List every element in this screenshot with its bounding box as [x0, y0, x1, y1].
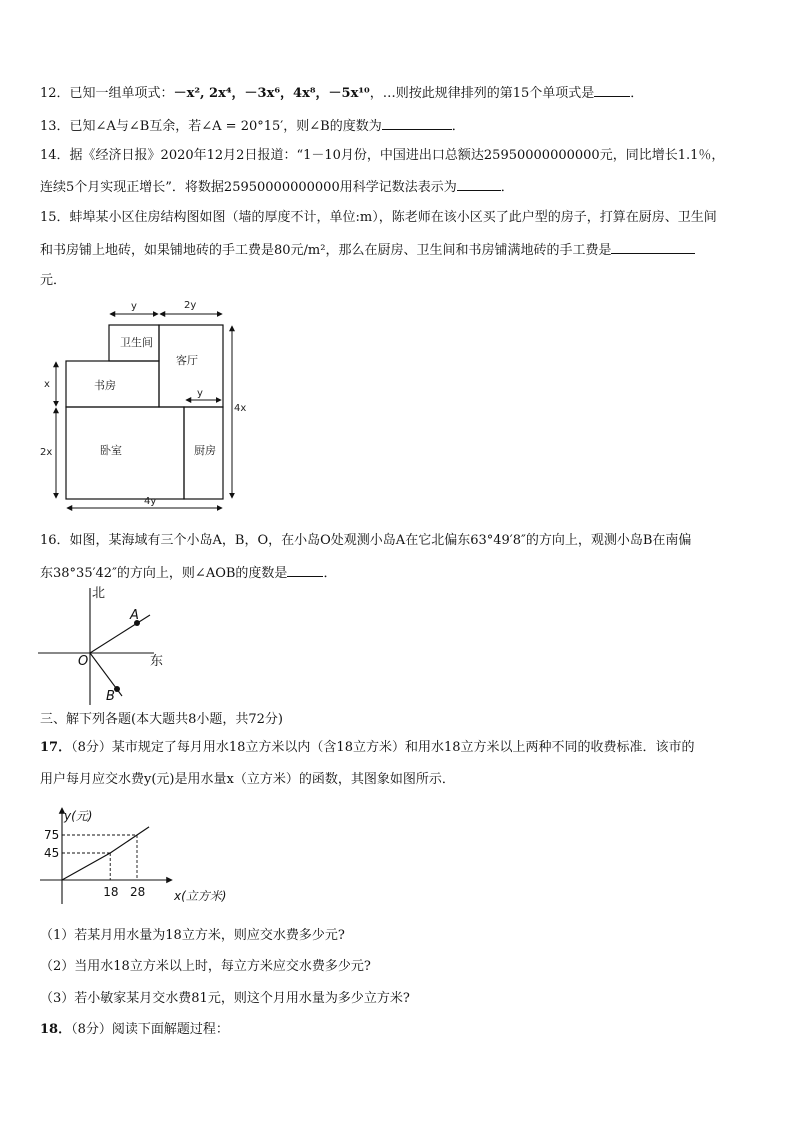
q15-number: 15． [40, 210, 70, 225]
a-label: A [130, 608, 139, 623]
q15-line2: 和书房铺上地砖，如果铺地砖的手工费是80元/m²，那么在厨房、卫生间和书房铺满地砖的手工费是 [40, 243, 612, 258]
y-tick-label-1: 45 [44, 846, 60, 860]
q14-line1: 据《经济日报》2020年12月2日报道：“1－10月份，中国进出口总额达25950000000000元，同比增长1.1％， [69, 148, 725, 163]
q17-sub3-text: （3）若小敏家某月交水费81元，则这个月用水量为多少立方米? [40, 991, 410, 1006]
dim-y-mid-label: y [197, 388, 203, 399]
o-label: O [78, 654, 89, 669]
study-label: 书房 [94, 379, 116, 392]
q12-text-b: ，…则按此规律排列的第15个单项式是 [369, 86, 595, 101]
q17-sub1-text: （1）若某月用水量为18立方米，则应交水费多少元? [40, 928, 345, 943]
q12-terms: －x², 2x⁴，－3x⁶，4x⁸，－5x¹⁰ [173, 86, 370, 101]
dim-4x-label: 4x [234, 403, 247, 414]
q14-end: ． [500, 180, 514, 195]
q17-sub1 [40, 927, 345, 945]
question-17-line2 [40, 771, 455, 789]
section-3-heading [40, 711, 283, 729]
q18-score: （8分） [71, 1022, 112, 1037]
q13-text: 已知∠A与∠B互余，若∠A = 20°15′，则∠B的度数为 [69, 119, 382, 134]
y-tick-label-2: 75 [44, 828, 60, 842]
dim-4y-label: 4y [144, 496, 157, 507]
q16-line2: 东38°35′42″的方向上，则∠AOB的度数是 [40, 566, 288, 581]
question-14-line1 [40, 147, 724, 165]
y-axis-label: y(元) [64, 809, 93, 823]
q18-text: 阅读下面解题过程： [111, 1022, 229, 1037]
q13-end: ． [451, 119, 465, 134]
question-13 [40, 116, 465, 136]
compass-figure [36, 583, 176, 708]
bedroom-label: 卧室 [100, 444, 122, 457]
bedroom-room [66, 407, 184, 499]
q14-number: 14． [40, 148, 70, 163]
q17-number: 17． [40, 740, 72, 755]
q12-answer-blank[interactable] [594, 83, 630, 97]
q17-line1: 某市规定了每月用水18立方米以内（含18立方米）和用水18立方米以上两种不同的收费标准．该市的 [111, 740, 695, 755]
q12-text-a: 已知一组单项式： [69, 86, 174, 101]
x-tick-label-1: 18 [103, 885, 119, 899]
question-15-line1 [40, 209, 717, 227]
dim-y-top-label: y [131, 301, 137, 312]
question-17-line1 [40, 739, 695, 757]
floor-plan-figure [34, 292, 264, 512]
q12-end: ． [630, 86, 644, 101]
chart-tick-labels [44, 828, 145, 899]
q12-number: 12． [40, 86, 70, 101]
question-16-line2 [40, 563, 336, 583]
dim-2y-label: 2y [184, 300, 197, 311]
dim-x-label: x [44, 379, 50, 390]
x-tick-label-2: 28 [130, 885, 146, 899]
q16-end: ． [323, 566, 337, 581]
q18-number: 18． [40, 1022, 72, 1037]
q15-line3: 元． [40, 273, 67, 288]
q17-sub2-text: （2）当用水18立方米以上时，每立方米应交水费多少元? [40, 959, 371, 974]
q13-number: 13． [40, 119, 70, 134]
kitchen-label-1: 厨房 [194, 444, 216, 457]
q17-sub2 [40, 958, 371, 976]
q17-sub3 [40, 990, 410, 1008]
q13-answer-blank[interactable] [382, 116, 452, 130]
q17-line2: 用户每月应交水费y(元)是用水量x（立方米）的函数，其图象如图所示． [40, 772, 455, 787]
question-18 [40, 1021, 229, 1039]
q14-line2: 连续5个月实现正增长”．将数据25950000000000用科学记数法表示为 [40, 180, 457, 195]
question-15-line3 [40, 272, 66, 290]
chart-series-line [62, 827, 149, 880]
section-3-title: 三、解下列各题(本大题共8小题，共72分) [40, 712, 283, 727]
living-label: 客厅 [176, 354, 198, 367]
q14-answer-blank[interactable] [457, 177, 501, 191]
q15-line1: 蚌埠某小区住房结构图如图（墙的厚度不计，单位:m），陈老师在该小区买了此户型的房子，打算在厨房、卫生间 [69, 210, 717, 225]
water-fee-chart [30, 800, 250, 912]
q15-answer-blank[interactable] [611, 240, 695, 254]
question-16-line1 [40, 532, 691, 550]
b-label: B [106, 689, 115, 704]
bathroom-label: 卫生间 [120, 336, 153, 349]
question-12 [40, 83, 643, 103]
north-label: 北 [92, 586, 106, 601]
q16-number: 16． [40, 533, 70, 548]
dim-2x-label: 2x [40, 447, 53, 458]
x-axis-label: x(立方米) [174, 889, 227, 903]
east-label: 东 [150, 654, 164, 669]
q17-score: （8分） [71, 740, 112, 755]
q16-line1: 如图，某海域有三个小岛A，B，O，在小岛O处观测小岛A在它北偏东63°49′8″的方向上，观测小岛B在南偏 [69, 533, 692, 548]
q16-answer-blank[interactable] [287, 563, 323, 577]
question-14-line2 [40, 177, 514, 197]
ray-oa [90, 615, 150, 653]
question-15-line2 [40, 240, 695, 260]
